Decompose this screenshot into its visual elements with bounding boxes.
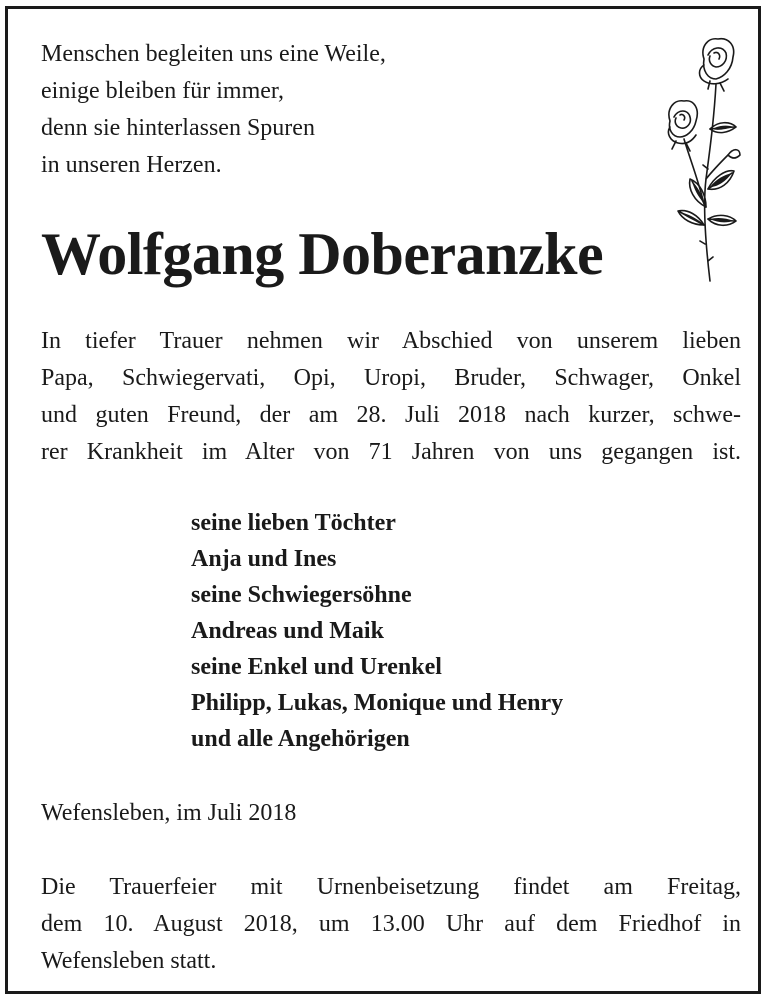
- mourner-line: und alle Angehörigen: [191, 726, 410, 752]
- mourner-line: seine Enkel und Urenkel: [191, 654, 442, 680]
- announcement-line: In tiefer Trauer nehmen wir Abschied von unserem lieben: [41, 328, 741, 354]
- announcement-text: [41, 323, 741, 471]
- service-notice: [41, 869, 741, 980]
- mourner-line: seine Schwiegersöhne: [191, 582, 412, 608]
- mourner-line: Anja und Ines: [191, 546, 337, 572]
- motto-line: Menschen begleiten uns eine Weile,: [41, 41, 386, 67]
- rose-illustration-icon: [648, 29, 743, 289]
- service-line: Die Trauerfeier mit Urnenbeisetzung findet am Freitag,: [41, 874, 741, 900]
- mourner-line: seine lieben Töchter: [191, 510, 396, 536]
- service-line: dem 10. August 2018, um 13.00 Uhr auf dem Friedhof in: [41, 911, 741, 937]
- announcement-line: und guten Freund, der am 28. Juli 2018 nach kurzer, schwe-: [41, 402, 741, 428]
- motto-line: denn sie hinterlassen Spuren: [41, 115, 315, 141]
- mourner-line: Andreas und Maik: [191, 618, 384, 644]
- announcement-line: Papa, Schwiegervati, Opi, Uropi, Bruder, Schwager, Onkel: [41, 365, 741, 391]
- motto-line: in unseren Herzen.: [41, 152, 222, 178]
- motto-verse: [41, 36, 386, 184]
- motto-line: einige bleiben für immer,: [41, 78, 284, 104]
- service-line: Wefensleben statt.: [41, 948, 217, 974]
- mourners-list: [191, 505, 563, 757]
- announcement-line: rer Krankheit im Alter von 71 Jahren von uns gegangen ist.: [41, 439, 741, 465]
- obituary-frame: [5, 6, 761, 994]
- deceased-name: Wolfgang Doberanzke: [41, 221, 604, 287]
- mourner-line: Philipp, Lukas, Monique und Henry: [191, 690, 564, 716]
- place-date: Wefensleben, im Juli 2018: [41, 800, 297, 826]
